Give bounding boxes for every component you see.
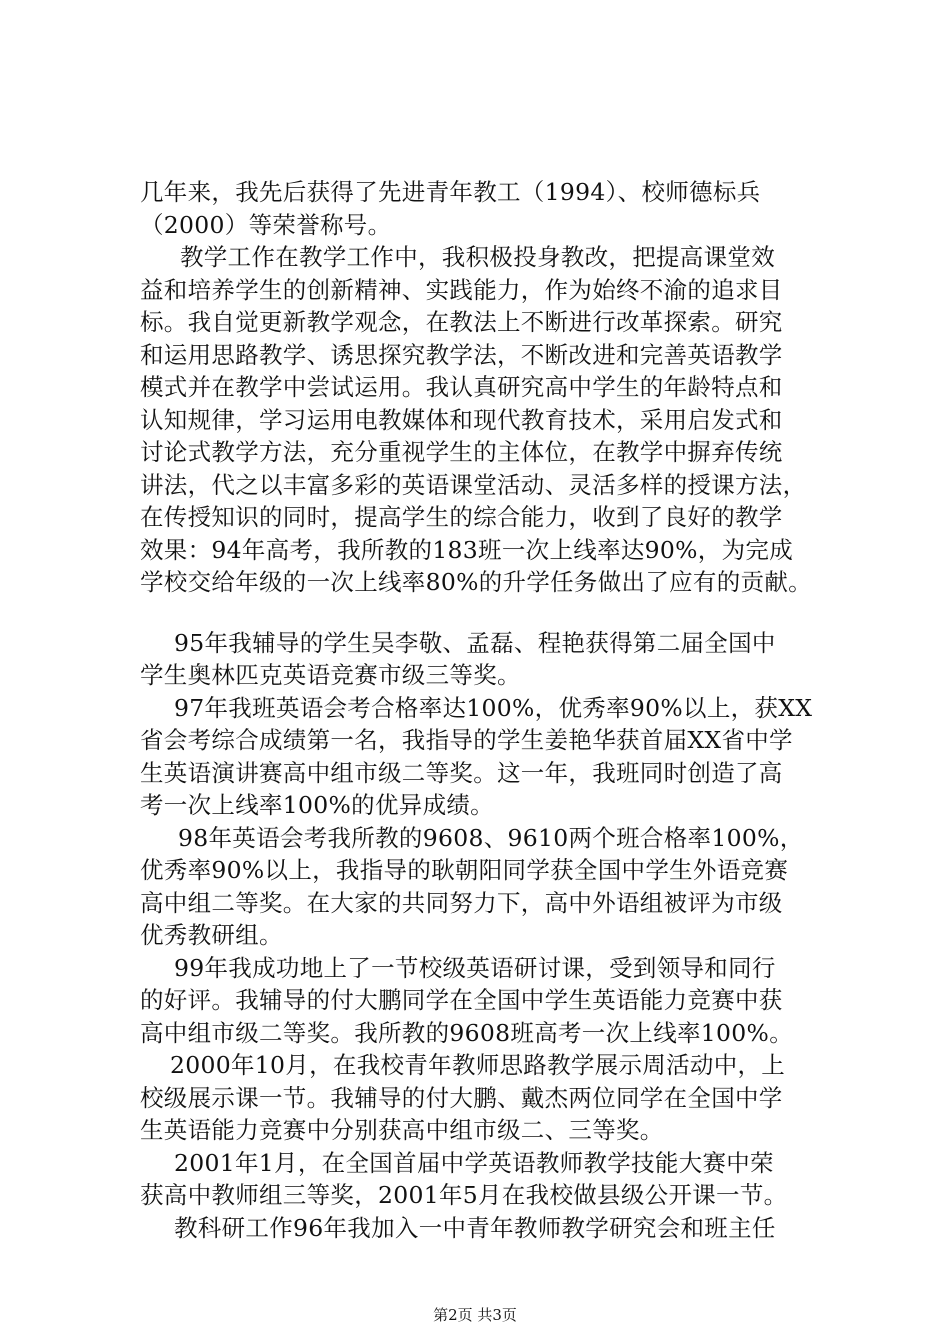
text-line: 教科研工作96年我加入一中青年教师教学研究会和班主任: [174, 1213, 776, 1242]
text-line: 获高中教师组三等奖，2001年5月在我校做县级公开课一节。: [140, 1181, 788, 1209]
text-line: 97年我班英语会考合格率达100%，优秀率90%以上，获XX: [174, 693, 813, 722]
text-line: 优秀教研组。: [140, 921, 283, 949]
text-line: 讨论式教学方法，充分重视学生的主体位，在教学中摒弃传统: [140, 438, 783, 466]
text-line: 2000年10月，在我校青年教师思路教学展示周活动中，上: [170, 1051, 786, 1079]
text-line: 在传授知识的同时，提高学生的综合能力，收到了良好的教学: [140, 503, 783, 531]
text-line: 生英语能力竞赛中分别获高中组市级二、三等奖。: [140, 1116, 664, 1144]
text-line: 效果：94年高考，我所教的183班一次上线率达90%，为完成: [140, 535, 793, 564]
text-line: 98年英语会考我所教的9608、9610两个班合格率100%，: [178, 823, 804, 852]
text-line: 95年我辅导的学生吴李敬、孟磊、程艳获得第二届全国中: [174, 628, 776, 657]
text-line: 校级展示课一节。我辅导的付大鹏、戴杰两位同学在全国中学: [140, 1083, 783, 1112]
text-line: 学校交给年级的一次上线率80%的升学任务做出了应有的贡献。: [140, 568, 812, 596]
text-line: 高中组二等奖。在大家的共同努力下，高中外语组被评为市级: [140, 888, 783, 917]
paragraph-gap: [140, 599, 840, 627]
text-line: 的好评。我辅导的付大鹏同学在全国中学生英语能力竞赛中获: [140, 986, 783, 1014]
text-line: 几年来，我先后获得了先进青年教工（1994）、校师德标兵: [140, 178, 761, 206]
text-line: 标。我自觉更新教学观念，在教法上不断进行改革探索。研究: [140, 308, 783, 336]
text-line: 考一次上线率100%的优异成绩。: [140, 791, 494, 819]
text-line: 认知规律，学习运用电教媒体和现代教育技术，采用启发式和: [140, 405, 783, 434]
text-line: 模式并在教学中尝试运用。我认真研究高中学生的年龄特点和: [140, 373, 783, 401]
text-line: 省会考综合成绩第一名，我指导的学生姜艳华获首届XX省中学: [140, 726, 793, 754]
text-line: 教学工作在教学工作中，我积极投身教改，把提高课堂效: [180, 243, 775, 271]
text-line: 学生奥林匹克英语竞赛市级三等奖。: [140, 661, 521, 689]
document-body: [140, 176, 840, 1244]
page-footer: [0, 1304, 950, 1325]
text-line: 生英语演讲赛高中组市级二等奖。这一年，我班同时创造了高: [140, 758, 783, 787]
text-line: 99年我成功地上了一节校级英语研讨课，受到领导和同行: [174, 953, 776, 982]
text-line: （2000）等荣誉称号。: [140, 210, 392, 239]
text-line: 和运用思路教学、诱思探究教学法，不断改进和完善英语教学: [140, 340, 783, 369]
text-line: 讲法，代之以丰富多彩的英语课堂活动、灵活多样的授课方法，: [140, 470, 807, 499]
page-number-label: 第2页 共3页: [433, 1306, 517, 1324]
text-line: 高中组市级二等奖。我所教的9608班高考一次上线率100%。: [140, 1018, 793, 1047]
text-line: 2001年1月，在全国首届中学英语教师教学技能大赛中荣: [174, 1148, 774, 1177]
text-line: 益和培养学生的创新精神、实践能力，作为始终不渝的追求目: [140, 275, 783, 304]
text-line: 优秀率90%以上，我指导的耿朝阳同学获全国中学生外语竞赛: [140, 856, 789, 884]
